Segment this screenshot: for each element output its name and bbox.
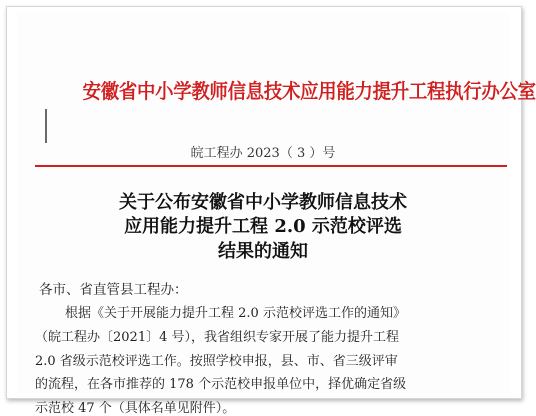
title-line-3: 结果的通知 [218,241,308,262]
title-line-1: 关于公布安徽省中小学教师信息技术 [119,192,407,213]
body-line-4: 的流程，在各市推荐的 178 个示范校申报单位中，择优确定省级 [35,377,407,392]
body-line-5: 示范校 47 个（具体名单见附件）。 [35,401,236,416]
red-divider-line [35,165,507,167]
document-page [17,13,536,416]
body-line-3: 2.0 省级示范校评选工作。按照学校申报，县、市、省三级评审 [35,354,398,369]
page-edge-mark [45,109,47,143]
addressee: 各市、省直管县工程办： [39,282,188,298]
body-line-1: 根据《关于开展能力提升工程 2.0 示范校评选工作的通知》 [65,306,406,321]
issuer-header: 安徽省中小学教师信息技术应用能力提升工程执行办公室 [82,79,536,103]
title-line-2: 应用能力提升工程 2.0 示范校评选 [124,216,402,237]
document-number: 皖工程办 2023（ 3 ）号 [190,146,336,161]
body-line-2: （皖工程办〔2021〕4 号），我省组织专家开展了能力提升工程 [35,330,399,345]
document-frame [6,6,536,416]
